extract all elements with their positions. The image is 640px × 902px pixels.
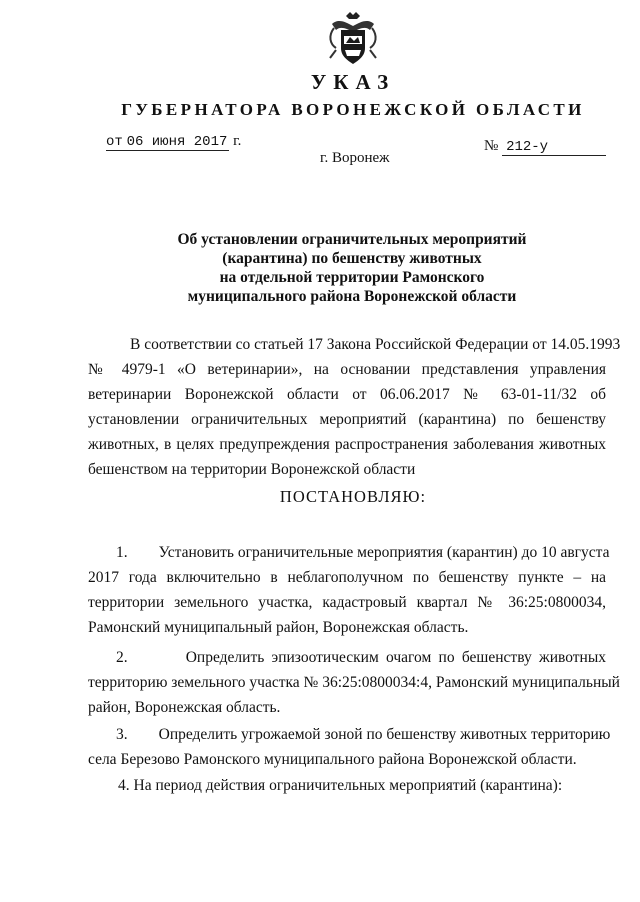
- item-line: села Березово Рамонского муниципального района Воронежской области.: [88, 751, 577, 768]
- preamble-paragraph: [88, 332, 621, 482]
- decree-date: [106, 133, 241, 151]
- date-suffix: г.: [233, 133, 242, 149]
- document-subtitle: ГУБЕРНАТОРА ВОРОНЕЖСКОЙ ОБЛАСТИ: [121, 100, 585, 119]
- number-prefix: №: [484, 138, 499, 154]
- date-value: 06 июня 2017: [126, 134, 228, 150]
- preamble-line: установлении ограничительных мероприятий (карантина) по бешенству: [88, 411, 606, 428]
- subject-line: на отдельной территории Рамонского: [219, 269, 485, 286]
- item-line: Рамонский муниципальный район, Воронежская область.: [88, 619, 469, 636]
- preamble-line: бешенством на территории Воронежской области: [88, 461, 416, 478]
- item-line: 3. Определить угрожаемой зоной по бешенству животных территорию: [116, 726, 611, 743]
- preamble-line: В соответствии со статьей 17 Закона Российской Федерации от 14.05.1993: [130, 336, 621, 353]
- item-line: 1. Установить ограничительные мероприятия (карантин) до 10 августа: [116, 544, 610, 561]
- item-line: 4. На период действия ограничительных мероприятий (карантина):: [118, 777, 563, 794]
- number-value: 212-у: [506, 139, 549, 155]
- item-line: 2. Определить эпизоотическим очагом по бешенству животных: [116, 649, 606, 666]
- item-4: [88, 773, 606, 798]
- preamble-line: ветеринарии Воронежской области от 06.06.2017 № 63-01-11/32 об: [88, 386, 606, 403]
- subject-line: муниципального района Воронежской области: [187, 288, 517, 305]
- item-2: [88, 645, 620, 720]
- subject-line: Об установлении ограничительных мероприятий: [177, 231, 527, 248]
- item-line: 2017 года включительно в неблагополучном по бешенству пункте – на: [88, 569, 606, 586]
- item-line: территорию земельного участка № 36:25:0800034:4, Рамонский муниципальный: [88, 674, 620, 691]
- subject-line: (карантина) по бешенству животных: [222, 250, 482, 267]
- coat-of-arms-icon: [326, 10, 380, 68]
- preamble-line: животных, в целях предупреждения распространения заболевания животных: [88, 436, 606, 453]
- document-title: УКАЗ: [310, 70, 396, 94]
- decree-number: [484, 138, 606, 156]
- date-prefix: от: [106, 134, 123, 150]
- item-line: район, Воронежская область.: [88, 699, 281, 716]
- city-label: г. Воронеж: [320, 150, 390, 166]
- item-1: [88, 540, 610, 640]
- preamble-line: № 4979-1 «О ветеринарии», на основании представления управления: [88, 361, 606, 378]
- item-line: территории земельного участка, кадастровый квартал № 36:25:0800034,: [88, 594, 606, 611]
- item-3: [88, 722, 611, 772]
- decree-word: ПОСТАНОВЛЯЮ:: [279, 487, 427, 506]
- decree-subject: [130, 230, 574, 306]
